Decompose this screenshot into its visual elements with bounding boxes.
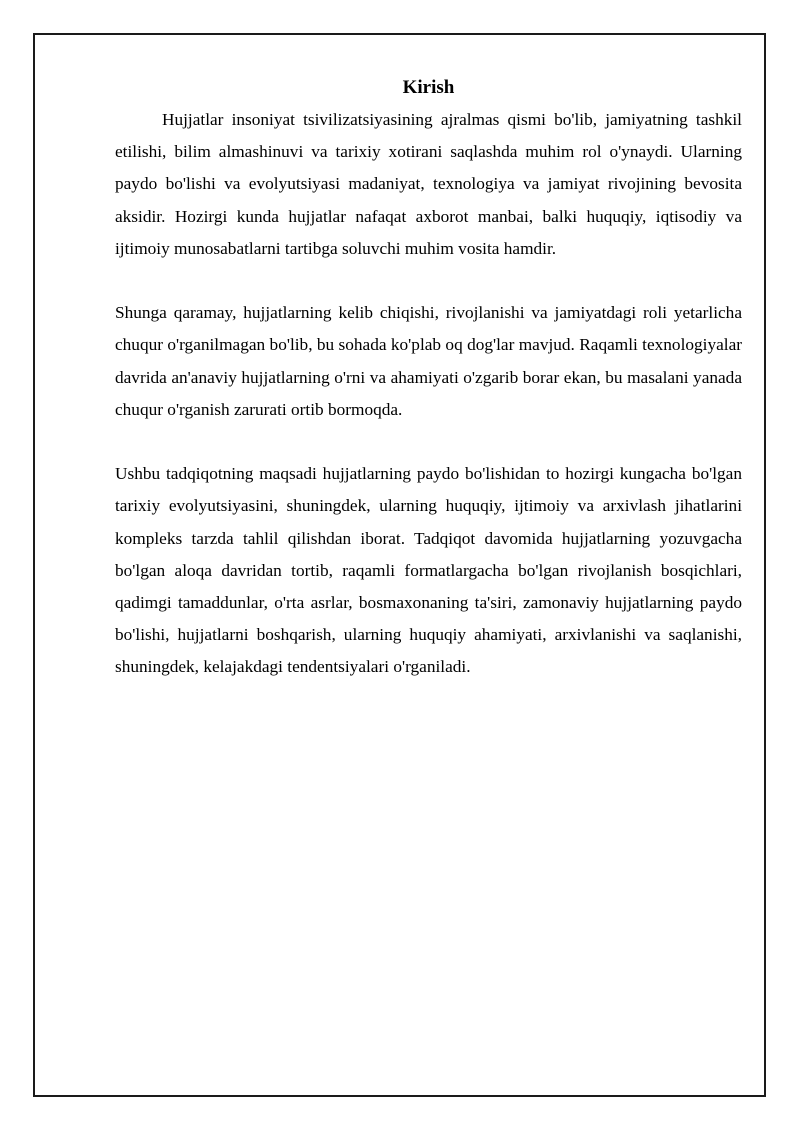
- document-title: Kirish: [402, 77, 455, 98]
- paragraph-spacer: [115, 265, 742, 297]
- document-body: [115, 74, 742, 684]
- paragraph-spacer: [115, 426, 742, 458]
- paragraph-intro: Hujjatlar insoniyat tsivilizatsiyasining ajralmas qismi bo'lib, jamiyatning tashkil etilishi, bilim almashinuvi va tarixiy xotirani saqlashda muhim rol o'ynaydi. Ularning paydo bo'lishi va evolyutsiyasi madaniyat, texnologiya va jamiyat rivojining bevosita aksidir. Hozirgi kunda hujjatlar nafaqat axborot manbai, balki huquqiy, iqtisodiy va ijtimoiy munosabatlarni tartibga soluvchi muhim vosita hamdir.: [115, 110, 742, 258]
- paragraph-problem: Shunga qaramay, hujjatlarning kelib chiqishi, rivojlanishi va jamiyatdagi roli yetarlicha chuqur o'rganilmagan bo'lib, bu sohada ko'plab oq dog'lar mavjud. Raqamli texnologiyalar davrida an'anaviy hujjatlarning o'rni va ahamiyati o'zgarib borar ekan, bu masalani yanada chuqur o'rganish zarurati ortib bormoqda.: [115, 303, 742, 419]
- paragraph-aim: Ushbu tadqiqotning maqsadi hujjatlarning paydo bo'lishidan to hozirgi kungacha bo'lgan tarixiy evolyutsiyasini, shuningdek, ularning huquqiy, ijtimoiy va arxivlash jihatlarini kompleks tarzda tahlil qilishdan iborat. Tadqiqot davomida hujjatlarning yozuvgacha bo'lgan aloqa davridan tortib, raqamli formatlargacha bo'lgan rivojlanish bosqichlari, qadimgi tamaddunlar, o'rta asrlar, bosmaxonaning ta'siri, zamonaviy hujjatlarning paydo bo'lishi, hujjatlarni boshqarish, ularning huquqiy ahamiyati, arxivlanishi va saqlanishi, shuningdek, kelajakdagi tendentsiyalari o'rganiladi.: [115, 464, 742, 677]
